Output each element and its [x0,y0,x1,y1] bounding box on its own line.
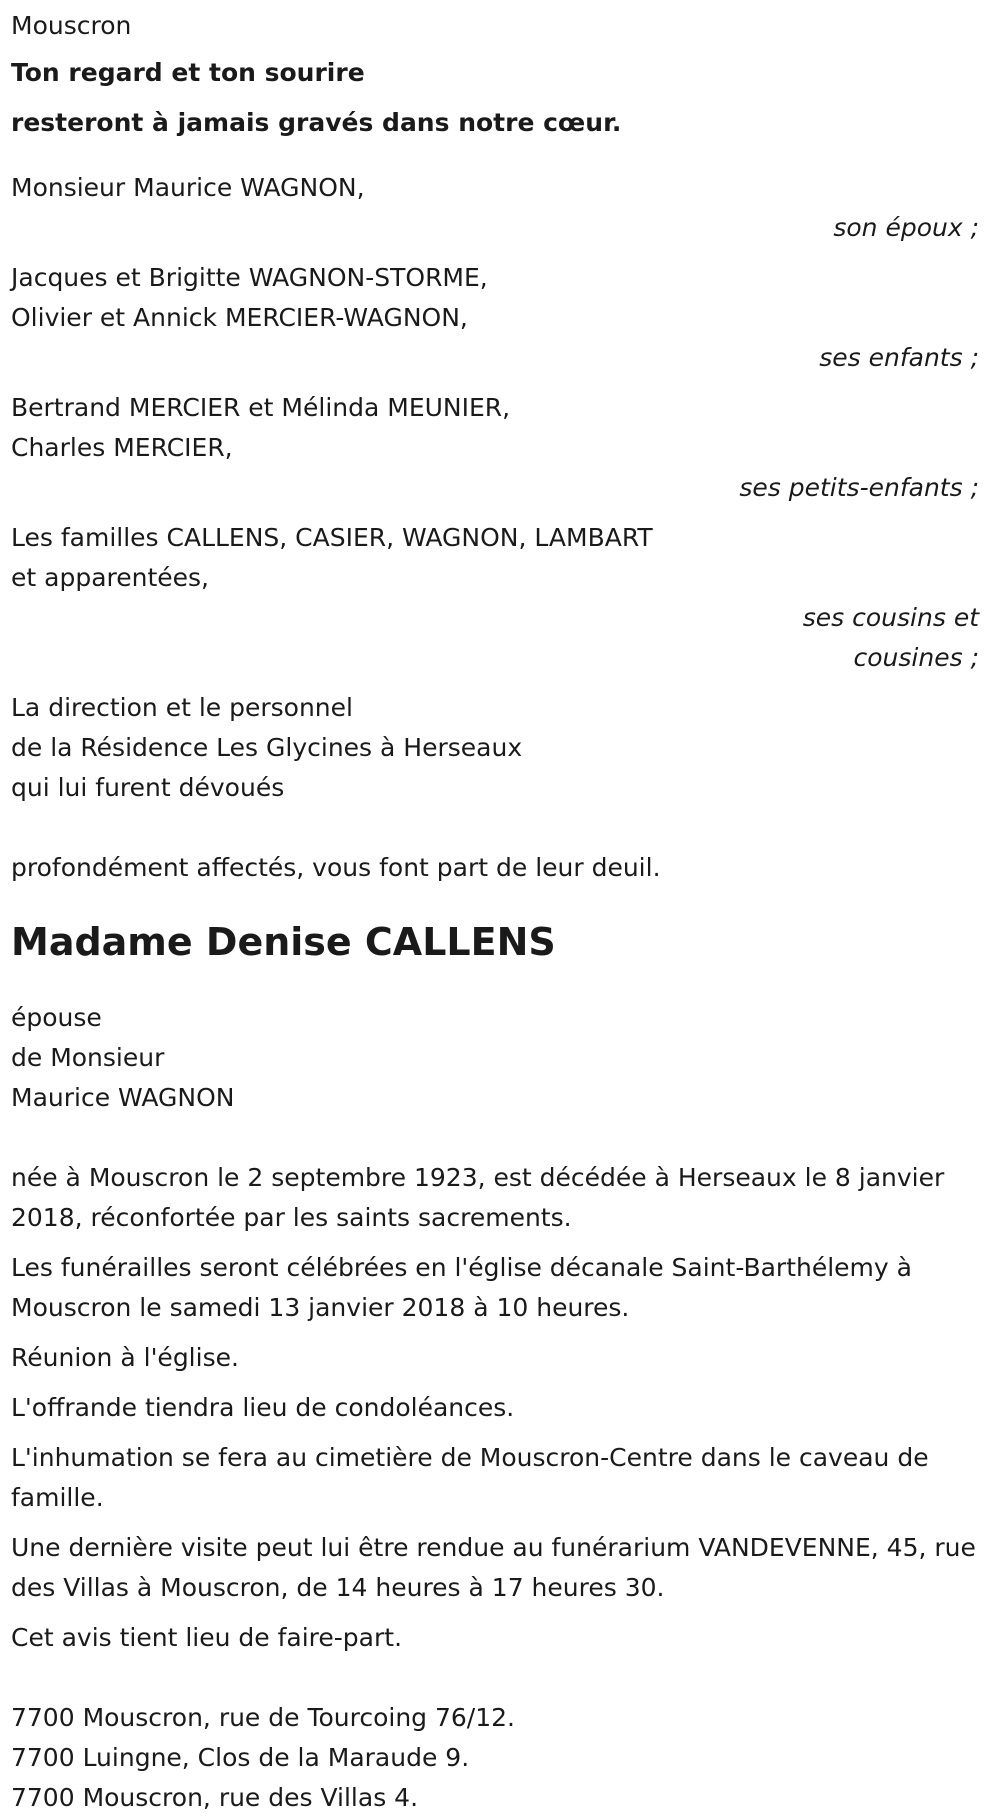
quote-line-1: Ton regard et ton sourire [11,58,365,87]
relation-label: son époux ; [833,213,979,242]
addresses-block [11,1698,989,1818]
spouse-line-1: épouse [11,1003,102,1032]
mourner-group-cousins [11,518,989,678]
notice-paragraph: Cet avis tient lieu de faire-part. [11,1623,403,1652]
mourner-name: Monsieur Maurice WAGNON, [11,173,365,202]
announcement-text: profondément affectés, vous font part de leur deuil. [11,853,661,882]
mourner-name: Bertrand MERCIER et Mélinda MEUNIER, [11,393,511,422]
address-line: 7700 Mouscron, rue des Villas 4. [11,1783,419,1812]
mourner-name: Les familles CALLENS, CASIER, WAGNON, LAMBART [11,523,653,552]
mourner-group-spouse [11,168,989,248]
mourner-name: Charles MERCIER, [11,433,233,462]
mourner-group-grandchildren [11,388,989,508]
funeral-paragraph: Les funérailles seront célébrées en l'église décanale Saint-Barthélemy à Mouscron le samedi 13 janvier 2018 à 10 heures. [11,1253,912,1322]
relation-label: ses enfants ; [819,343,979,372]
deceased-name: Madame Denise CALLENS [11,920,556,964]
details-block [11,1158,989,1658]
relation-label: ses petits-enfants ; [739,473,979,502]
mourner-name: et apparentées, [11,563,209,592]
staff-line-3: qui lui furent dévoués [11,773,285,802]
meeting-paragraph: Réunion à l'église. [11,1343,239,1372]
visit-paragraph: Une dernière visite peut lui être rendue au funérarium VANDEVENNE, 45, rue des Villas à Mouscron, de 14 heures à 17 heures 30. [11,1533,976,1602]
spouse-block [11,998,989,1118]
mourner-name: Jacques et Brigitte WAGNON-STORME, [11,263,488,292]
staff-line-2: de la Résidence Les Glycines à Herseaux [11,733,523,762]
mourner-group-children [11,258,989,378]
address-line: 7700 Luingne, Clos de la Maraude 9. [11,1743,470,1772]
offering-paragraph: L'offrande tiendra lieu de condoléances. [11,1393,515,1422]
relation-label: ses cousins et [802,603,979,632]
memorial-quote [11,48,989,148]
spouse-line-2: de Monsieur [11,1043,165,1072]
address-line: 7700 Mouscron, rue de Tourcoing 76/12. [11,1703,515,1732]
staff-block [11,688,989,808]
burial-paragraph: L'inhumation se fera au cimetière de Mouscron-Centre dans le caveau de famille. [11,1443,929,1512]
city-header: Mouscron [11,11,132,40]
spouse-line-3: Maurice WAGNON [11,1083,235,1112]
birth-death-paragraph: née à Mouscron le 2 septembre 1923, est décédée à Herseaux le 8 janvier 2018, réconfortée par les saints sacrements. [11,1163,945,1232]
quote-line-2: resteront à jamais gravés dans notre cœur. [11,108,622,137]
staff-line-1: La direction et le personnel [11,693,353,722]
mourner-name: Olivier et Annick MERCIER-WAGNON, [11,303,468,332]
relation-label: cousines ; [853,643,979,672]
